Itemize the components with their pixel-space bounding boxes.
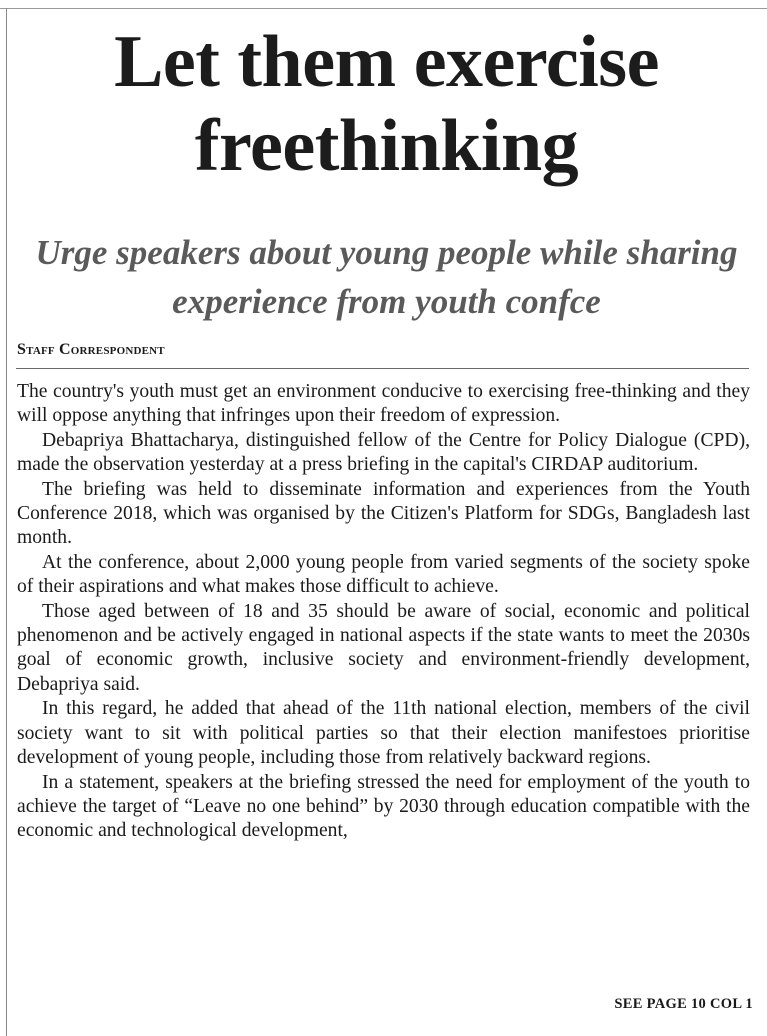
paragraph: In this regard, he added that ahead of the 11th national election, members of the civil society want to sit with political parties so that their election manifestoes prioritise development of young people, including those from relatively backward regions. bbox=[17, 698, 750, 769]
continuation-note: SEE PAGE 10 COL 1 bbox=[614, 996, 753, 1012]
column-border-rule bbox=[6, 8, 7, 1036]
paragraph: Debapriya Bhattacharya, distinguished fellow of the Centre for Policy Dialogue (CPD), made the observation yesterday at a press briefing in the capital's CIRDAP auditorium. bbox=[17, 429, 750, 476]
paragraph: At the conference, about 2,000 young people from varied segments of the society spoke of their aspirations and what makes those difficult to achieve. bbox=[17, 551, 750, 598]
byline: Staff Correspondent bbox=[17, 341, 165, 358]
byline-divider bbox=[16, 368, 749, 369]
paragraph: The country's youth must get an environment conducive to exercising free-thinking and they will oppose anything that infringes upon their freedom of expression. bbox=[17, 381, 750, 427]
article-body bbox=[17, 380, 750, 844]
headline: Let them exercise freethinking bbox=[114, 21, 659, 187]
paragraph: Those aged between of 18 and 35 should be aware of social, economic and political phenomenon and be actively engaged in national aspects if the state wants to meet the 2030s goal of economic growth, inclusive society and environment-friendly development, Debapriya said. bbox=[17, 600, 750, 695]
paragraph: In a statement, speakers at the briefing stressed the need for employment of the youth to achieve the target of “Leave no one behind” by 2030 through education compatible with the economic and technological development, bbox=[17, 771, 750, 842]
top-border-rule bbox=[0, 8, 767, 9]
subheadline: Urge speakers about young people while sharing experience from youth confce bbox=[35, 233, 738, 321]
paragraph: The briefing was held to disseminate information and experiences from the Youth Conference 2018, which was organised by the Citizen's Platform for SDGs, Bangladesh last month. bbox=[17, 478, 750, 549]
